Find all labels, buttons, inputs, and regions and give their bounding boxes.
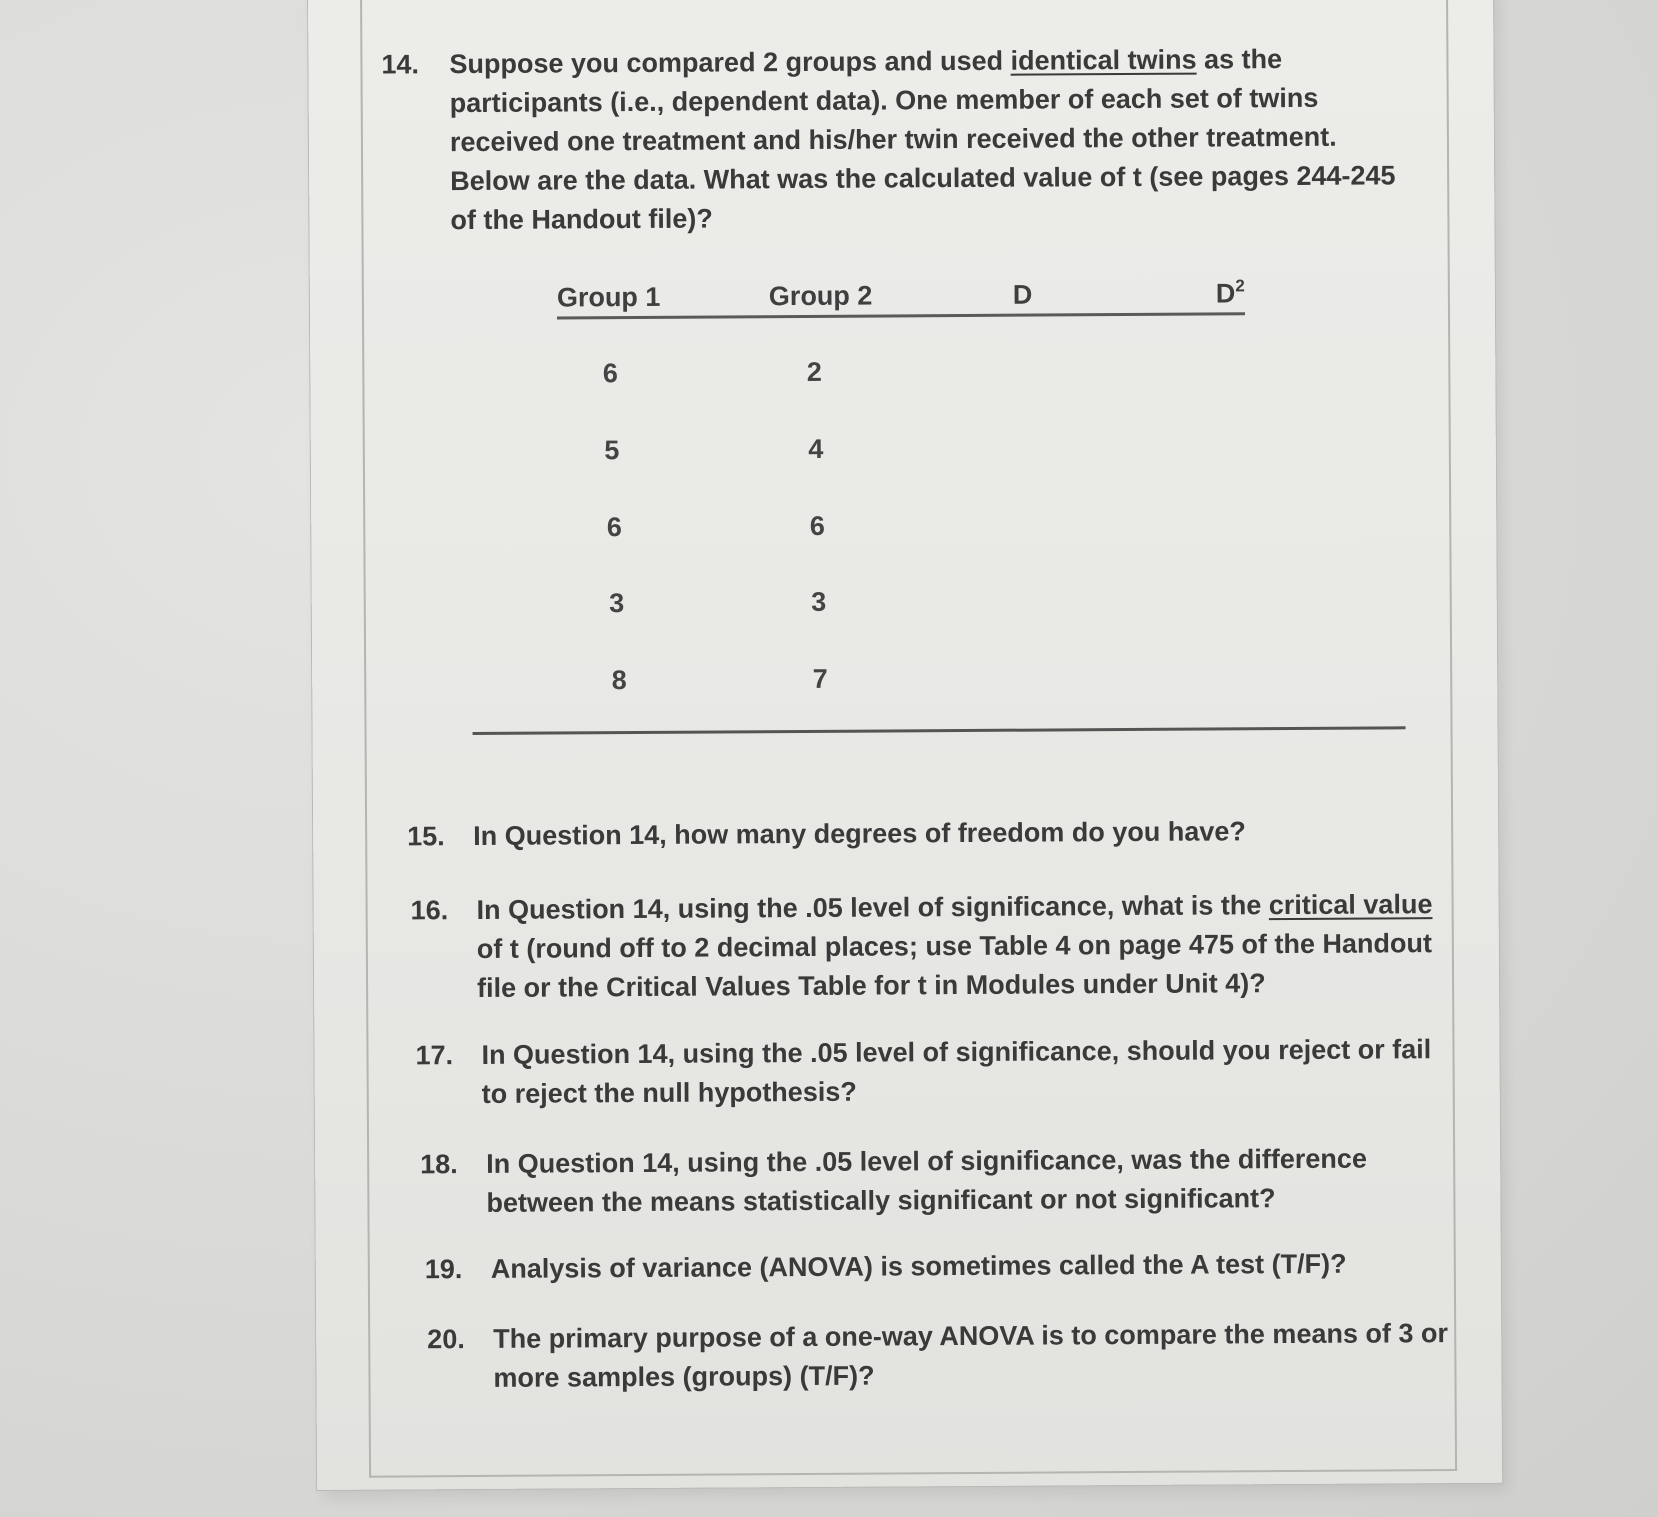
worksheet-page <box>308 0 1502 1490</box>
header-group-2: Group 2 <box>768 280 873 312</box>
table-cell-group2: 6 <box>809 510 825 541</box>
question-18 <box>420 1139 1480 1225</box>
question-text: The primary purpose of a one-way ANOVA is to compare the means of 3 or more samples (groups) (T/F)? <box>493 1318 1449 1393</box>
table-cell-group2: 2 <box>806 356 822 387</box>
header-d-squared: $D^2$ <box>1215 276 1245 309</box>
question-text: In Question 14, using the .05 level of significance, was the difference between the means statistically significant or not significant? <box>486 1143 1367 1218</box>
header-d: D <box>1012 279 1033 310</box>
table-cell-group1: 8 <box>611 665 627 696</box>
table-cell-group2: 4 <box>808 433 824 464</box>
question-text: In Question 14, using the .05 level of significance, should you reject or fail to reject the null hypothesis? <box>481 1034 1432 1109</box>
table-cell-group2: 3 <box>811 586 827 617</box>
table-cell-group1: 6 <box>602 358 618 389</box>
question-number: 15. <box>407 821 445 852</box>
question-number: 14. <box>381 49 420 80</box>
table-cell-group2: 7 <box>812 663 828 694</box>
question-17 <box>415 1030 1475 1116</box>
question-number: 17. <box>415 1040 454 1071</box>
table-cell-group1: 3 <box>609 588 625 619</box>
question-number: 16. <box>410 895 449 926</box>
question-text: Analysis of variance (ANOVA) is sometimes called the A test (T/F)? <box>490 1248 1347 1284</box>
question-number: 20. <box>427 1324 465 1355</box>
question-20 <box>427 1314 1487 1400</box>
table-cell-group1: 6 <box>606 512 622 543</box>
question-number: 19. <box>424 1254 463 1285</box>
data-table-header <box>557 278 1245 319</box>
question-number: 18. <box>420 1149 458 1180</box>
question-text: Suppose you compared 2 groups and used identical twins as the participants (i.e., dependent data). One member of each set of twins received one treatment and his/her twin received the other treatment. Below are the data. What was the calculated value of t (see pages 244-245 of the Handout file)? <box>449 44 1396 236</box>
question-text: In Question 14, using the .05 level of significance, what is the critical value of t (round off to 2 decimal places; use Table 4 on page 475 of the Handout file or the Critical Values Table for t in Modules under Unit 4)? <box>476 889 1433 1003</box>
underlined-term: critical value <box>1268 889 1433 921</box>
question-15 <box>407 811 1467 857</box>
question-14 <box>381 39 1462 246</box>
question-19 <box>425 1244 1485 1290</box>
table-cell-group1: 5 <box>604 435 620 466</box>
question-text: In Question 14, how many degrees of freedom do you have? <box>473 816 1246 852</box>
question-16 <box>411 885 1472 1011</box>
header-group-1: Group 1 <box>556 281 661 313</box>
underlined-term: identical twins <box>1010 44 1197 76</box>
